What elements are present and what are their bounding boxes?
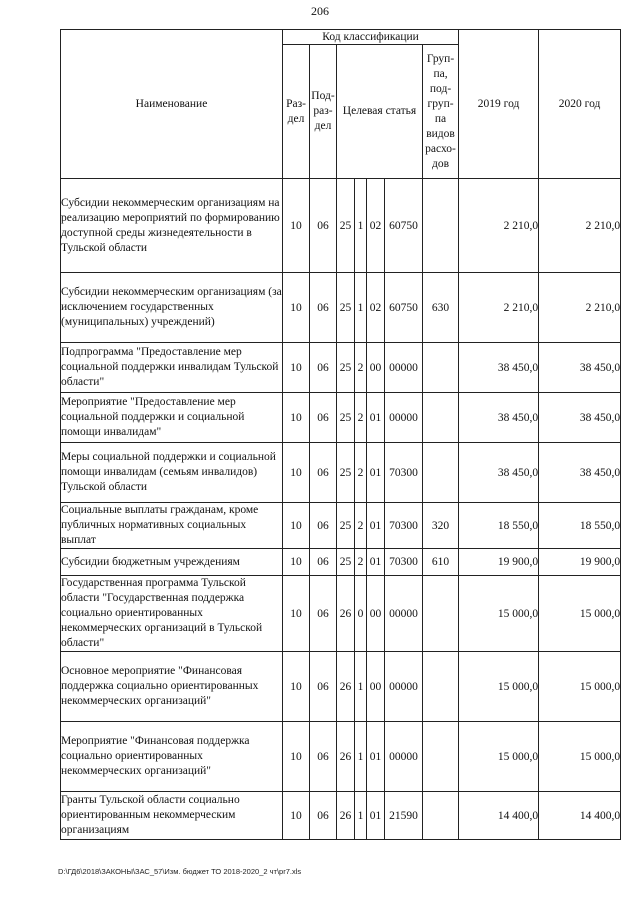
row-target-direction: 00000 — [385, 576, 423, 652]
row-name: Субсидии некоммерческим организациям (за исключением государственных (муниципальных) учреждений) — [61, 273, 283, 343]
row-expense-group — [423, 179, 459, 273]
row-target-program: 25 — [337, 393, 355, 443]
row-target-direction: 70300 — [385, 549, 423, 576]
table-row — [61, 549, 621, 576]
row-amount-2019: 2 210,0 — [459, 273, 539, 343]
row-target-event: 01 — [367, 503, 385, 549]
row-subsection: 06 — [310, 443, 337, 503]
row-amount-2020: 18 550,0 — [539, 503, 621, 549]
row-target-event: 00 — [367, 576, 385, 652]
row-subsection: 06 — [310, 549, 337, 576]
budget-table — [60, 29, 621, 840]
row-target-program: 25 — [337, 503, 355, 549]
header-2019: 2019 год — [459, 30, 539, 179]
row-target-program: 26 — [337, 576, 355, 652]
row-target-subprogram: 2 — [355, 393, 367, 443]
row-target-program: 25 — [337, 549, 355, 576]
table-row — [61, 179, 621, 273]
row-section: 10 — [283, 273, 310, 343]
row-section: 10 — [283, 792, 310, 840]
row-expense-group — [423, 443, 459, 503]
row-target-subprogram: 2 — [355, 503, 367, 549]
row-target-event: 00 — [367, 652, 385, 722]
table-row — [61, 343, 621, 393]
row-amount-2020: 38 450,0 — [539, 393, 621, 443]
row-expense-group — [423, 722, 459, 792]
header-section: Раз-дел — [283, 45, 310, 179]
row-expense-group — [423, 393, 459, 443]
row-expense-group: 610 — [423, 549, 459, 576]
row-name: Государственная программа Тульской области "Государственная поддержка социально ориентированных некоммерческих организаций в Тульской области" — [61, 576, 283, 652]
row-target-subprogram: 0 — [355, 576, 367, 652]
row-target-subprogram: 1 — [355, 179, 367, 273]
row-target-program: 25 — [337, 443, 355, 503]
row-subsection: 06 — [310, 503, 337, 549]
row-target-subprogram: 1 — [355, 792, 367, 840]
row-amount-2019: 38 450,0 — [459, 343, 539, 393]
table-row — [61, 273, 621, 343]
row-name: Подпрограмма "Предоставление мер социальной поддержки инвалидам Тульской области" — [61, 343, 283, 393]
row-section: 10 — [283, 343, 310, 393]
row-target-event: 01 — [367, 443, 385, 503]
row-amount-2020: 38 450,0 — [539, 343, 621, 393]
table-row — [61, 722, 621, 792]
row-target-program: 26 — [337, 792, 355, 840]
row-amount-2020: 19 900,0 — [539, 549, 621, 576]
row-amount-2020: 15 000,0 — [539, 722, 621, 792]
row-subsection: 06 — [310, 179, 337, 273]
table-body — [61, 179, 621, 840]
row-target-subprogram: 2 — [355, 343, 367, 393]
row-target-event: 02 — [367, 273, 385, 343]
row-amount-2020: 38 450,0 — [539, 443, 621, 503]
row-target-event: 02 — [367, 179, 385, 273]
row-section: 10 — [283, 503, 310, 549]
table-row — [61, 503, 621, 549]
row-target-event: 01 — [367, 393, 385, 443]
row-target-event: 01 — [367, 722, 385, 792]
row-target-program: 25 — [337, 273, 355, 343]
row-target-subprogram: 2 — [355, 549, 367, 576]
row-expense-group — [423, 652, 459, 722]
row-target-direction: 00000 — [385, 722, 423, 792]
row-name: Гранты Тульской области социально ориентированным некоммерческим организациям — [61, 792, 283, 840]
row-amount-2019: 15 000,0 — [459, 652, 539, 722]
row-amount-2019: 18 550,0 — [459, 503, 539, 549]
row-target-direction: 00000 — [385, 393, 423, 443]
row-amount-2019: 38 450,0 — [459, 393, 539, 443]
header-name: Наименование — [61, 30, 283, 179]
row-section: 10 — [283, 549, 310, 576]
header-expense-group: Груп-па, под-груп-па видов расхо-дов — [423, 45, 459, 179]
table-row — [61, 652, 621, 722]
row-section: 10 — [283, 393, 310, 443]
row-section: 10 — [283, 179, 310, 273]
row-target-direction: 60750 — [385, 273, 423, 343]
row-target-subprogram: 1 — [355, 273, 367, 343]
row-expense-group: 630 — [423, 273, 459, 343]
row-amount-2019: 38 450,0 — [459, 443, 539, 503]
row-name: Социальные выплаты гражданам, кроме публичных нормативных социальных выплат — [61, 503, 283, 549]
page-number: 206 — [311, 4, 329, 18]
row-section: 10 — [283, 576, 310, 652]
row-subsection: 06 — [310, 576, 337, 652]
row-subsection: 06 — [310, 273, 337, 343]
row-name: Субсидии некоммерческим организациям на реализацию мероприятий по формированию доступной среды жизнедеятельности в Тульской области — [61, 179, 283, 273]
row-target-direction: 70300 — [385, 503, 423, 549]
row-amount-2019: 14 400,0 — [459, 792, 539, 840]
row-amount-2019: 15 000,0 — [459, 722, 539, 792]
row-amount-2020: 2 210,0 — [539, 179, 621, 273]
row-section: 10 — [283, 722, 310, 792]
row-subsection: 06 — [310, 343, 337, 393]
table-row — [61, 393, 621, 443]
row-subsection: 06 — [310, 652, 337, 722]
row-amount-2019: 19 900,0 — [459, 549, 539, 576]
row-target-program: 25 — [337, 343, 355, 393]
footer-file-path: D:\ГД6\2018\ЗАКОНЫ\ЗАС_57\Изм. бюджет ТО 2018-2020_2 чт\pr7.xls — [58, 867, 302, 876]
row-subsection: 06 — [310, 393, 337, 443]
row-target-direction: 00000 — [385, 343, 423, 393]
header-target-article: Целевая статья — [337, 45, 423, 179]
header-classification: Код классификации — [283, 30, 459, 45]
row-target-event: 01 — [367, 792, 385, 840]
header-2020: 2020 год — [539, 30, 621, 179]
row-target-direction: 00000 — [385, 652, 423, 722]
row-subsection: 06 — [310, 792, 337, 840]
table-row — [61, 576, 621, 652]
row-target-program: 25 — [337, 179, 355, 273]
row-target-event: 00 — [367, 343, 385, 393]
row-target-direction: 60750 — [385, 179, 423, 273]
row-target-direction: 70300 — [385, 443, 423, 503]
row-amount-2020: 14 400,0 — [539, 792, 621, 840]
row-amount-2019: 2 210,0 — [459, 179, 539, 273]
row-target-event: 01 — [367, 549, 385, 576]
row-target-subprogram: 1 — [355, 652, 367, 722]
header-subsection: Под-раз-дел — [310, 45, 337, 179]
row-name: Мероприятие "Финансовая поддержка социально ориентированных некоммерческих организаций" — [61, 722, 283, 792]
row-target-subprogram: 2 — [355, 443, 367, 503]
row-expense-group — [423, 792, 459, 840]
row-amount-2020: 15 000,0 — [539, 576, 621, 652]
row-target-direction: 21590 — [385, 792, 423, 840]
table-row — [61, 792, 621, 840]
row-name: Меры социальной поддержки и социальной помощи инвалидам (семьям инвалидов) Тульской области — [61, 443, 283, 503]
row-amount-2019: 15 000,0 — [459, 576, 539, 652]
table-row — [61, 443, 621, 503]
row-expense-group — [423, 343, 459, 393]
row-amount-2020: 15 000,0 — [539, 652, 621, 722]
row-section: 10 — [283, 443, 310, 503]
row-name: Основное мероприятие "Финансовая поддержка социально ориентированных некоммерческих организаций" — [61, 652, 283, 722]
row-subsection: 06 — [310, 722, 337, 792]
row-target-program: 26 — [337, 652, 355, 722]
row-expense-group: 320 — [423, 503, 459, 549]
row-section: 10 — [283, 652, 310, 722]
row-expense-group — [423, 576, 459, 652]
row-name: Субсидии бюджетным учреждениям — [61, 549, 283, 576]
row-target-subprogram: 1 — [355, 722, 367, 792]
row-amount-2020: 2 210,0 — [539, 273, 621, 343]
row-name: Мероприятие "Предоставление мер социальной поддержки и социальной помощи инвалидам" — [61, 393, 283, 443]
row-target-program: 26 — [337, 722, 355, 792]
